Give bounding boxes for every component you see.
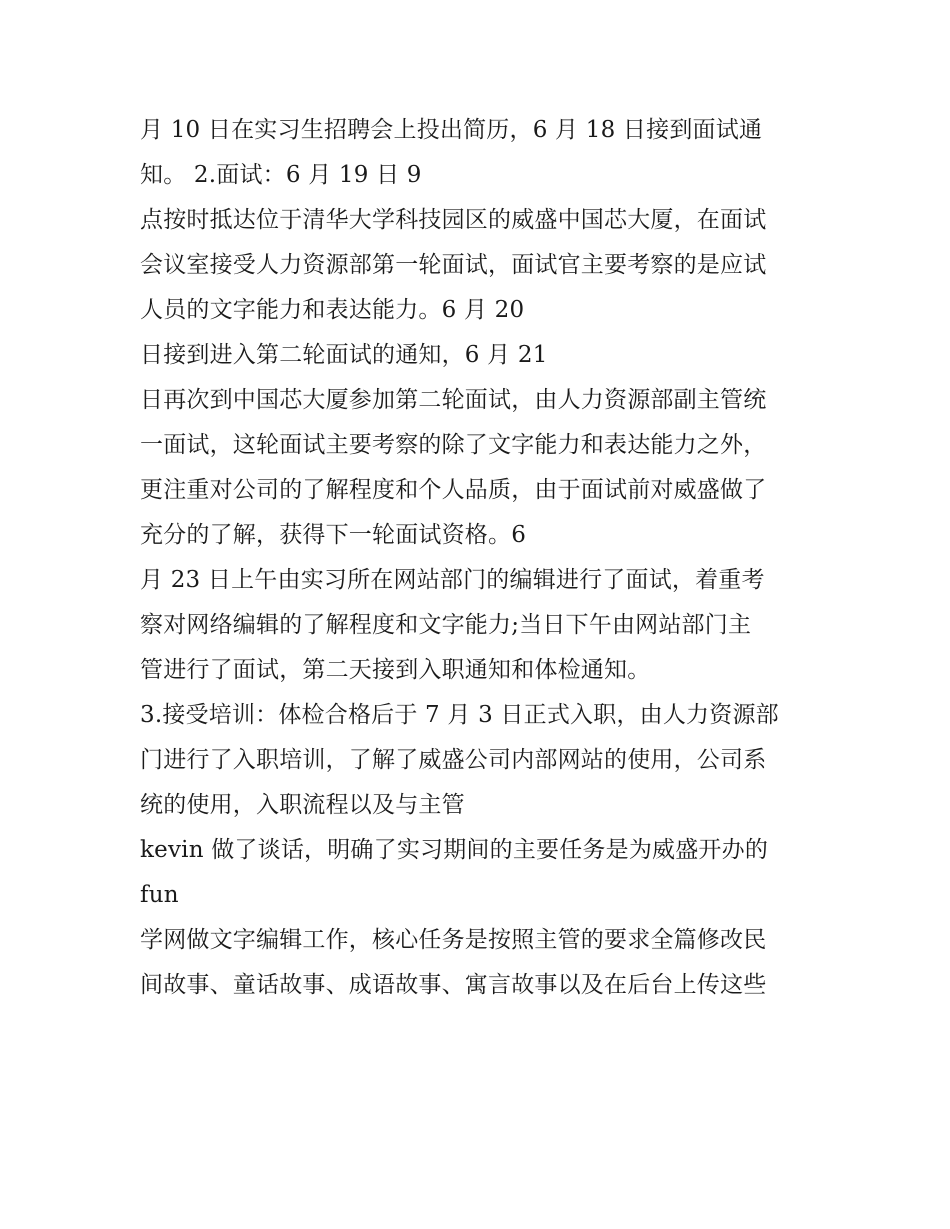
text-line: 日再次到中国芯大厦参加第二轮面试，由人力资源部副主管统 <box>140 387 767 413</box>
text-line: 会议室接受人力资源部第一轮面试，面试官主要考察的是应试 <box>140 252 767 278</box>
text-line: 更注重对公司的了解程度和个人品质，由于面试前对威盛做了 <box>140 477 767 503</box>
text-line: 3.接受培训：体检合格后于 7 月 3 日正式入职，由人力资源部 <box>140 702 779 728</box>
text-line: 间故事、童话故事、成语故事、寓言故事以及在后台上传这些 <box>140 972 767 998</box>
text-line: 统的使用，入职流程以及与主管 <box>140 792 465 818</box>
text-line: 一面试，这轮面试主要考察的除了文字能力和表达能力之外， <box>140 432 767 458</box>
text-line: 知。 2.面试：6 月 19 日 9 <box>140 162 422 188</box>
body-text <box>140 108 820 1008</box>
text-line: 点按时抵达位于清华大学科技园区的威盛中国芯大厦，在面试 <box>140 207 767 233</box>
text-line: 门进行了入职培训，了解了威盛公司内部网站的使用，公司系 <box>140 747 767 773</box>
text-line: 充分的了解，获得下一轮面试资格。6 <box>140 522 527 548</box>
text-line: 月 10 日在实习生招聘会上投出简历，6 月 18 日接到面试通 <box>140 117 763 143</box>
text-line: 学网做文字编辑工作，核心任务是按照主管的要求全篇修改民 <box>140 927 767 953</box>
text-line: 日接到进入第二轮面试的通知，6 月 21 <box>140 342 548 368</box>
text-line: 管进行了面试，第二天接到入职通知和体检通知。 <box>140 657 651 683</box>
text-line: 人员的文字能力和表达能力。6 月 20 <box>140 297 525 323</box>
text-line: 月 23 日上午由实习所在网站部门的编辑进行了面试，着重考 <box>140 567 765 593</box>
text-line: fun <box>140 882 179 908</box>
text-line: 察对网络编辑的了解程度和文字能力;当日下午由网站部门主 <box>140 612 752 638</box>
text-line: kevin 做了谈话，明确了实习期间的主要任务是为威盛开办的 <box>140 837 769 863</box>
